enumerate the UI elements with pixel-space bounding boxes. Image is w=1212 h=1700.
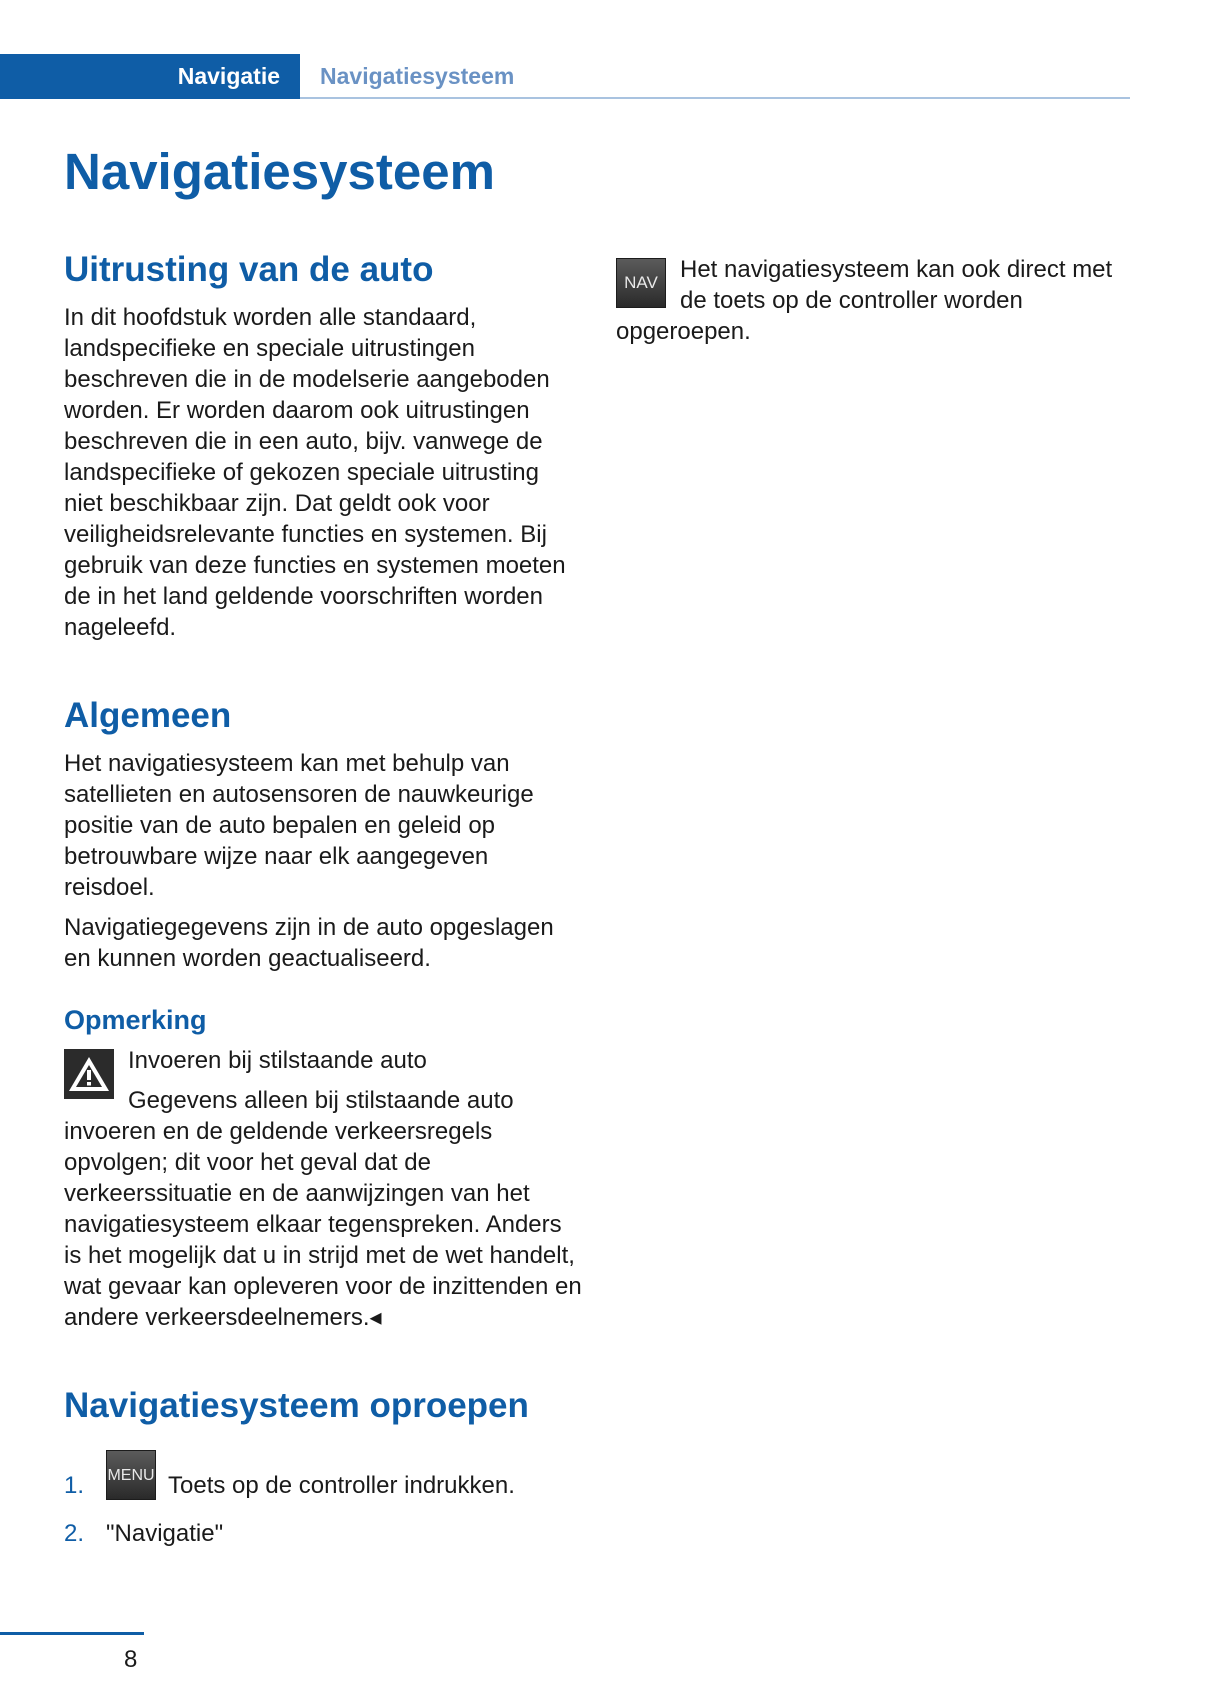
- nav-button-text: Het navigatiesysteem kan ook direct met de toets op de controller worden opgeroepen.: [616, 256, 1113, 345]
- page-title: Navigatiesysteem: [64, 143, 495, 200]
- warning-text: Gegevens alleen bij stilstaande auto invoeren en de geldende verkeersregels opvolgen; dit voor het geval dat de verkeerssituatie en de aanwijzingen van het navigatiesysteem elkaar tegenspreken. Anders is het mogelijk dat u in strijd met de wet handelt, wat gevaar kan opleveren voor de inzittenden en andere verkeersdeelnemers.◂: [64, 1087, 582, 1331]
- step-number: 1.: [64, 1471, 85, 1499]
- header-section-label: Navigatie: [177, 63, 280, 89]
- section-heading-open: Navigatiesysteem oproepen: [64, 1386, 529, 1425]
- left-column: [64, 248, 584, 1557]
- right-column: [616, 254, 1136, 356]
- nav-button-icon: NAV: [616, 258, 666, 308]
- warning-title: Invoeren bij stilstaande auto: [128, 1047, 427, 1074]
- step-number: 2.: [64, 1520, 85, 1547]
- section-heading-general: Algemeen: [64, 696, 232, 735]
- footer-divider: [0, 1632, 144, 1635]
- steps-list: [64, 1460, 584, 1549]
- general-paragraph-2: Navigatiegegevens zijn in de auto opgeslagen en kunnen worden geactualiseerd.: [64, 914, 554, 972]
- warning-block: [64, 1045, 584, 1342]
- menu-button-icon: MENU: [106, 1450, 156, 1500]
- general-paragraph-1: Het navigatiesysteem kan met behulp van satellieten en autosensoren de nauwkeurige positie van de auto bepalen en geleid op betrouwbare wijze naar elk aangegeven reisdoel.: [64, 750, 534, 901]
- breadcrumb-label: Navigatiesysteem: [320, 63, 515, 89]
- step-text: "Navigatie": [106, 1520, 224, 1547]
- warning-triangle-icon: [64, 1049, 114, 1099]
- step-item: [64, 1518, 584, 1549]
- step-item: [64, 1460, 584, 1510]
- page-number: 8: [124, 1646, 138, 1673]
- header-section-tab: [0, 54, 300, 99]
- section-heading-equipment: Uitrusting van de auto: [64, 250, 434, 289]
- header-divider: [300, 97, 1130, 99]
- step-text: Toets op de controller indrukken.: [168, 1471, 515, 1499]
- equipment-paragraph: In dit hoofdstuk worden alle standaard, landspecifieke en speciale uitrustingen beschreven die in de modelserie aangeboden worden. Er worden daarom ook uitrustingen beschreven die in een auto, bijv. vanwege de landspecifieke of gekozen speciale uitrusting niet beschikbaar zijn. Dat geldt ook voor veiligheidsrelevante functies en systemen. Bij gebruik van deze functies en systemen moeten de in het land geldende voorschriften worden nageleefd.: [64, 304, 566, 641]
- breadcrumb: [320, 54, 514, 99]
- nav-button-block: [616, 254, 1136, 356]
- section-heading-note: Opmerking: [64, 1005, 207, 1035]
